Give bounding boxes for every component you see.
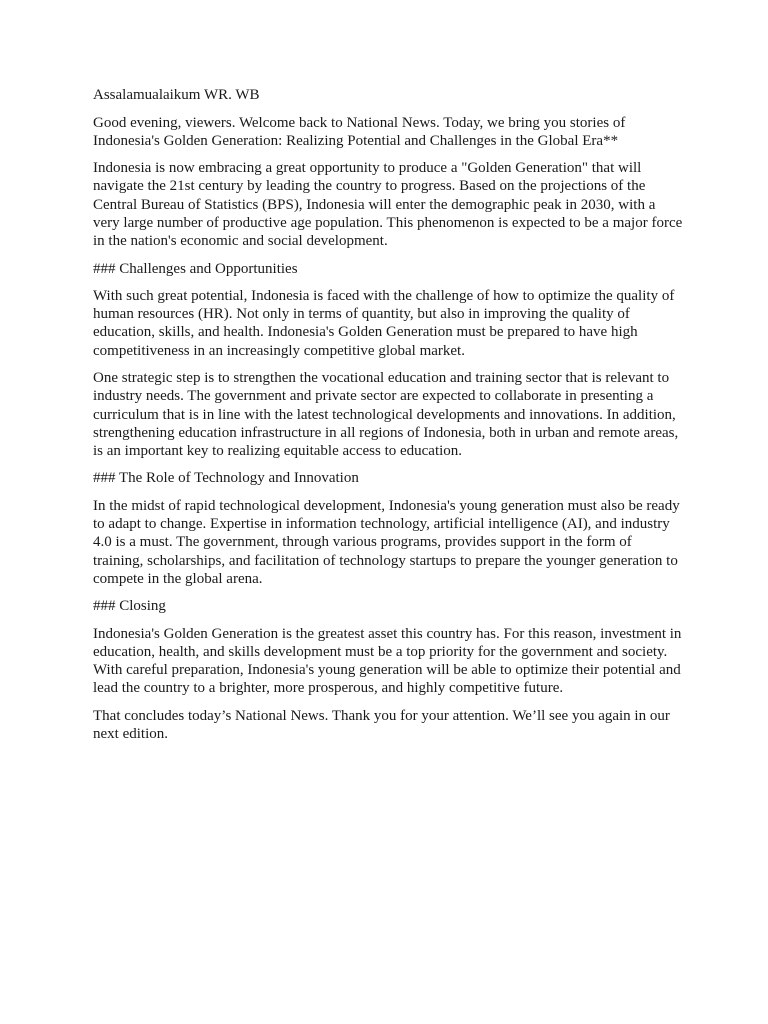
greeting-paragraph: Assalamualaikum WR. WB (93, 87, 260, 103)
body-paragraph: Indonesia is now embracing a great opportunity to produce a "Golden Generation" that will navigate the 21st century by leading the country to progress. Based on the projections of the Central Bureau of Statistics (BPS), Indonesia will enter the demographic peak in 2030, with a very large number of productive age population. This phenomenon is expected to be a major force in the nation's economic and social development. (93, 160, 683, 250)
intro-paragraph: Good evening, viewers. Welcome back to National News. Today, we bring you stories of Indonesia's Golden Generation: Realizing Potential and Challenges in the Global Era** (93, 114, 626, 149)
body-paragraph: In the midst of rapid technological development, Indonesia's young generation must also be ready to adapt to change. Expertise in information technology, artificial intelligence (AI), and industry 4.0 is a must. The government, through various programs, provides support in the form of training, scholarships, and facilitation of technology startups to prepare the younger generation to compete in the global arena. (93, 497, 680, 587)
section-heading-closing: ### Closing (93, 598, 166, 615)
section-heading-challenges: ### Challenges and Opportunities (93, 260, 298, 277)
section-heading-technology: ### The Role of Technology and Innovation (93, 470, 359, 487)
body-paragraph: Indonesia's Golden Generation is the greatest asset this country has. For this reason, investment in education, health, and skills development must be a top priority for the government and society. With careful preparation, Indonesia's young generation will be able to optimize their potential and lead the country to a brighter, more prosperous, and highly competitive future. (93, 625, 682, 697)
body-paragraph: One strategic step is to strengthen the vocational education and training sector that is relevant to industry needs. The government and private sector are expected to collaborate in presenting a curriculum that is in line with the latest technological developments and innovations. In addition, strengthening education infrastructure in all regions of Indonesia, both in urban and remote areas, is an important key to realizing equitable access to education. (93, 370, 679, 459)
sign-off-paragraph: That concludes today’s National News. Thank you for your attention. We’ll see you again in our next edition. (93, 707, 670, 743)
document-body (93, 86, 683, 753)
body-paragraph: With such great potential, Indonesia is faced with the challenge of how to optimize the quality of human resources (HR). Not only in terms of quantity, but also in improving the quality of education, skills, and health. Indonesia's Golden Generation must be prepared to have high competitiveness in an increasingly competitive global market. (93, 288, 675, 359)
